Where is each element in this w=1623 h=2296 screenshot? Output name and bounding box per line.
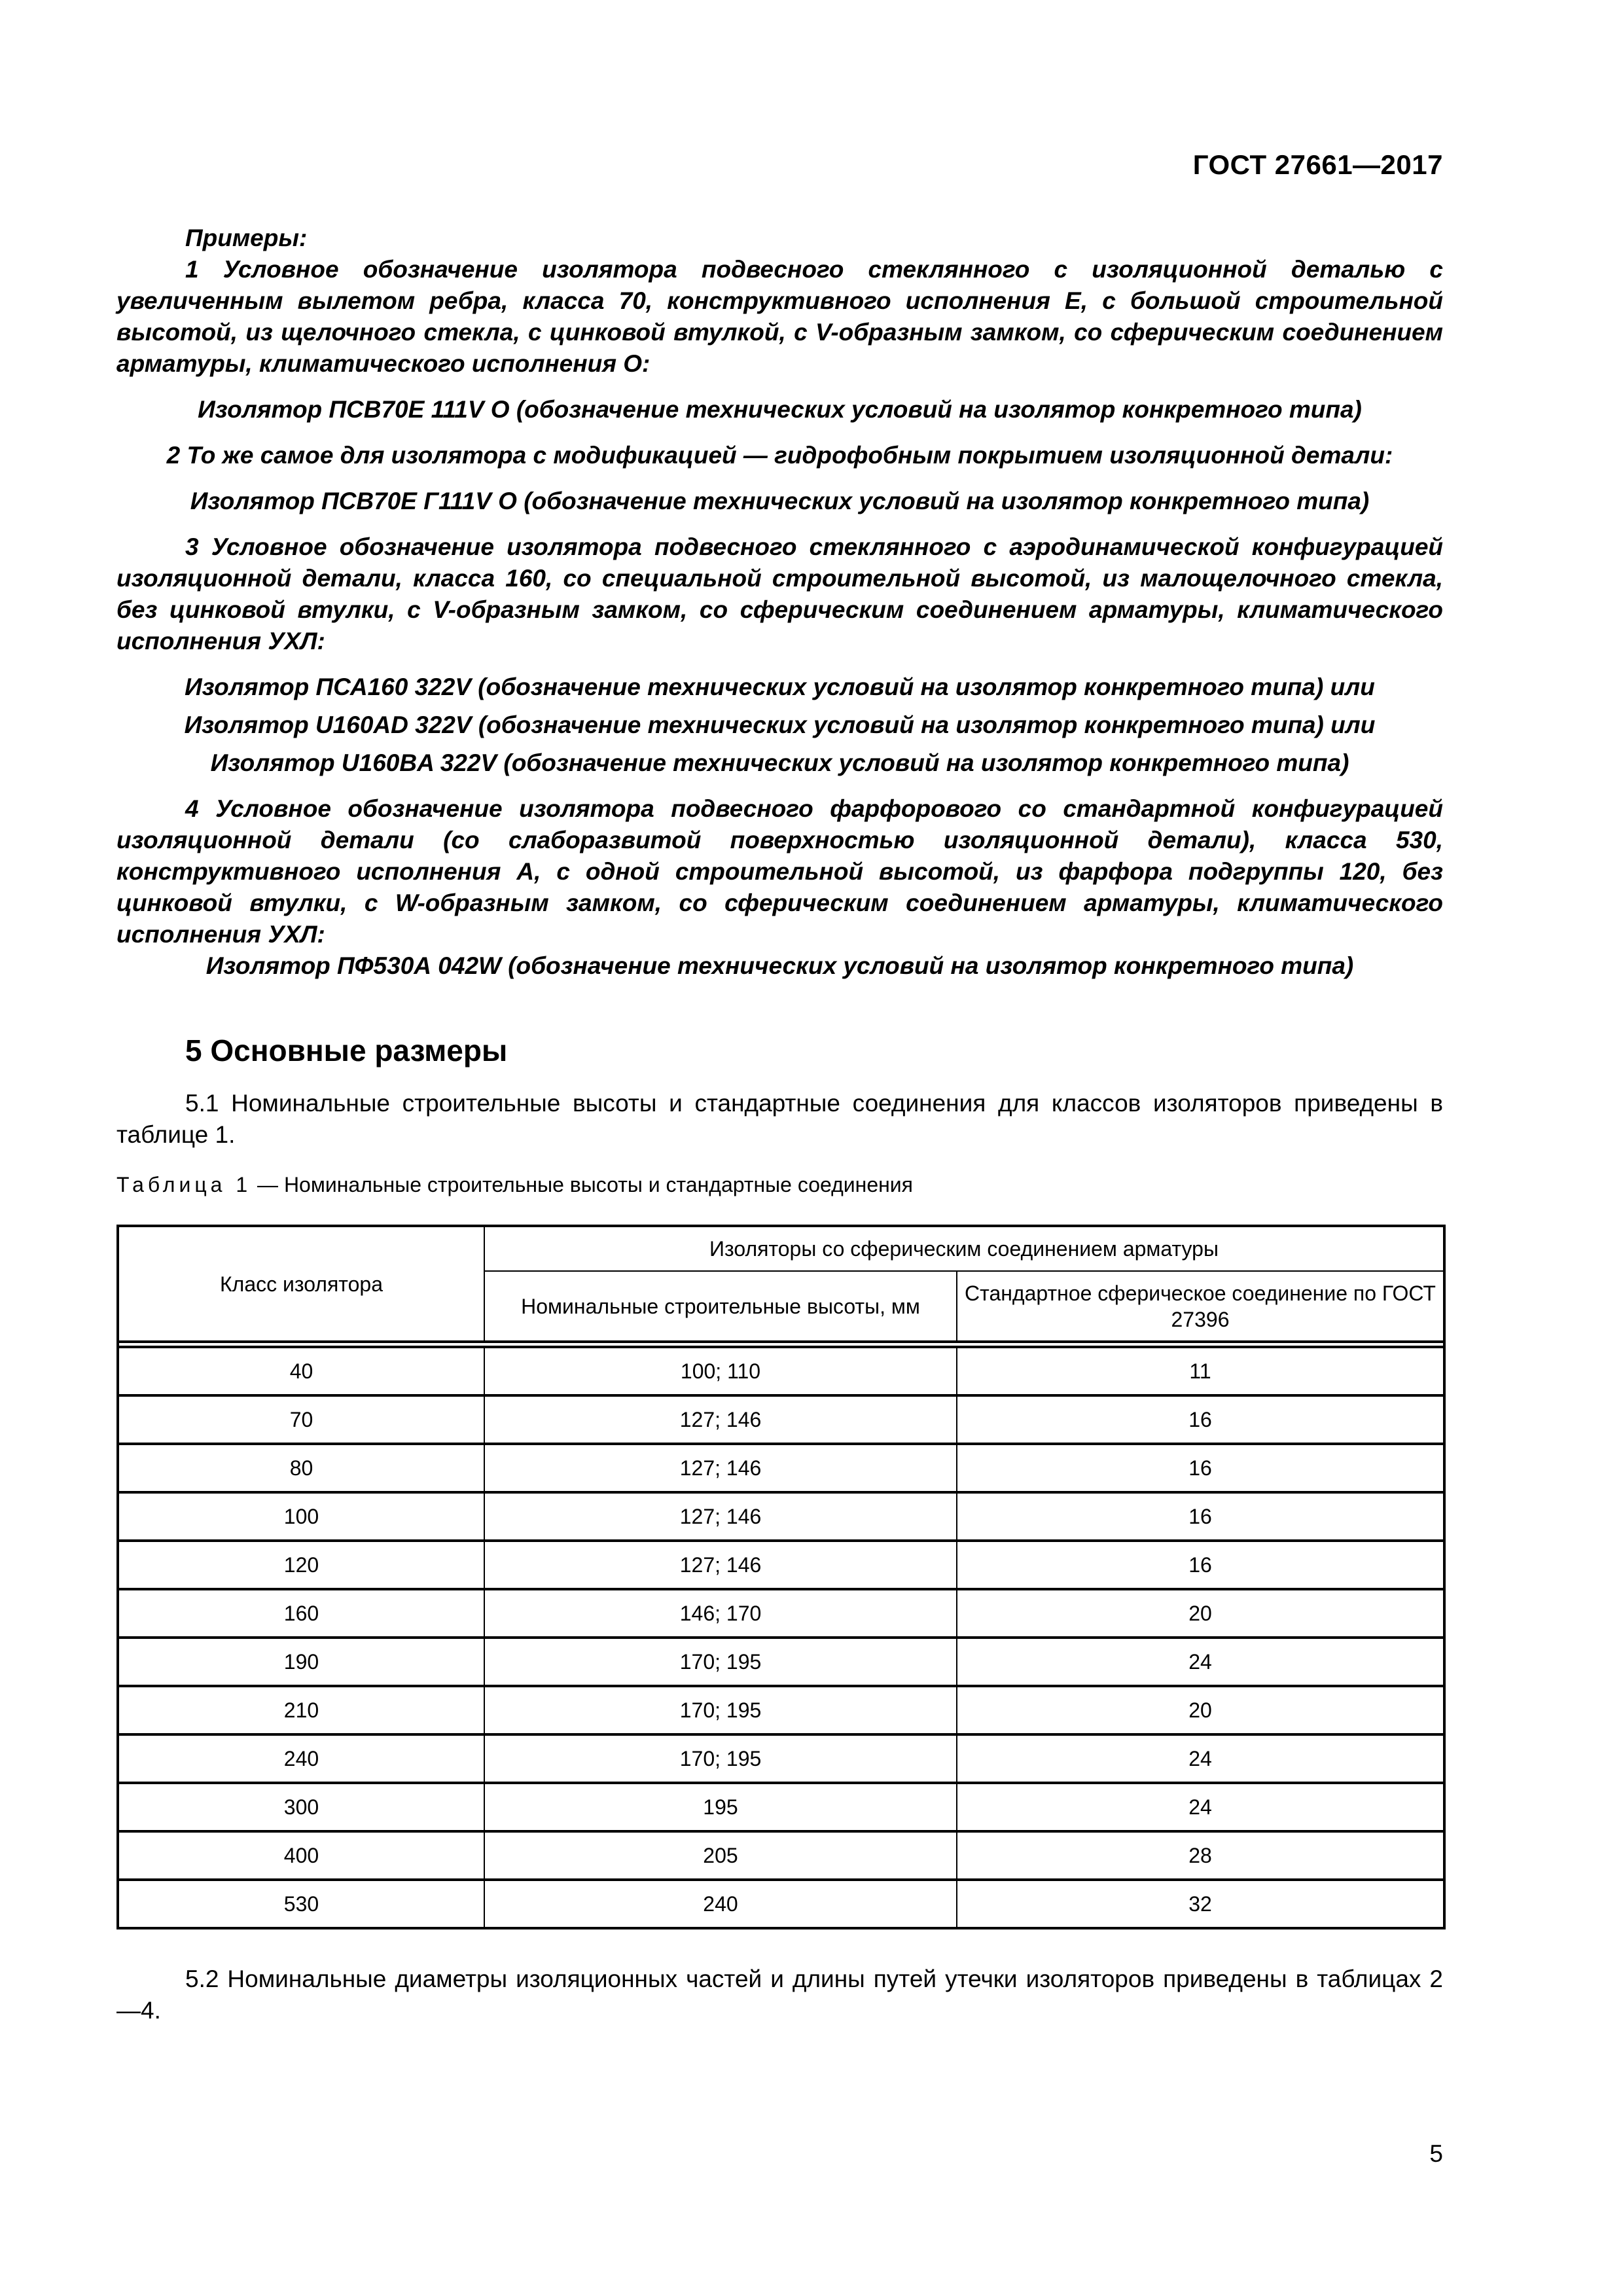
cell-heights: 170; 195 xyxy=(484,1686,957,1734)
cell-connection: 16 xyxy=(957,1395,1444,1444)
table-row xyxy=(118,1686,1444,1734)
example-2-text: 2 То же самое для изолятора с модификацией — гидрофобным покрытием изоляционной детали: xyxy=(166,442,1393,469)
table-caption-text: — Номинальные строительные высоты и стандартные соединения xyxy=(251,1173,913,1196)
header-connection: Стандартное сферическое соединение по ГОСТ 27396 xyxy=(957,1271,1444,1342)
cell-heights: 127; 146 xyxy=(484,1444,957,1492)
examples-label: Примеры: xyxy=(185,224,308,251)
cell-heights: 195 xyxy=(484,1783,957,1831)
table-row xyxy=(118,1589,1444,1638)
cell-connection: 24 xyxy=(957,1638,1444,1686)
cell-class: 80 xyxy=(118,1444,484,1492)
table-row xyxy=(118,1831,1444,1880)
table-row xyxy=(118,1492,1444,1541)
table-caption xyxy=(116,1173,1443,1197)
example-3-text: 3 Условное обозначение изолятора подвесного стеклянного с аэродинамической конфигурацией изоляционной детали, класса 160, со специальной строительной высотой, из малощелочного стекла, без цинковой втулки, с V-образным замком, со сферическим соединением арматуры, климатического исполнения УХЛ: xyxy=(116,533,1443,655)
cell-heights: 170; 195 xyxy=(484,1638,957,1686)
cell-connection: 20 xyxy=(957,1589,1444,1638)
cell-heights: 170; 195 xyxy=(484,1734,957,1783)
cell-connection: 32 xyxy=(957,1880,1444,1928)
examples-block xyxy=(116,223,1443,982)
header-group: Изоляторы со сферическим соединением арматуры xyxy=(484,1226,1444,1271)
cell-class: 530 xyxy=(118,1880,484,1928)
cell-connection: 28 xyxy=(957,1831,1444,1880)
table-row xyxy=(118,1734,1444,1783)
cell-class: 240 xyxy=(118,1734,484,1783)
table-row xyxy=(118,1880,1444,1928)
example-3-designation-2: Изолятор U160AD 322V (обозначение технических условий на изолятор конкретного типа) или xyxy=(184,711,1376,738)
cell-connection: 11 xyxy=(957,1347,1444,1395)
standard-code-header: ГОСТ 27661—2017 xyxy=(1192,149,1443,180)
example-2-designation: Изолятор ПСВ70Е Г111V О (обозначение технических условий на изолятор конкретного типа) xyxy=(190,488,1370,514)
page-content xyxy=(116,223,1443,2051)
cell-class: 40 xyxy=(118,1347,484,1395)
example-1-designation: Изолятор ПСВ70Е 111V О (обозначение технических условий на изолятор конкретного типа) xyxy=(198,396,1362,423)
cell-heights: 127; 146 xyxy=(484,1541,957,1589)
cell-heights: 127; 146 xyxy=(484,1492,957,1541)
example-1-text: 1 Условное обозначение изолятора подвесного стеклянного с изоляционной деталью с увеличенным вылетом ребра, класса 70, конструктивного исполнения Е, с большой строительной высотой, из щелочного стекла, с цинковой втулкой, с V-образным замком, со сферическим соединением арматуры, климатического исполнения О: xyxy=(116,256,1443,377)
example-3-designation-1: Изолятор ПСА160 322V (обозначение технических условий на изолятор конкретного типа) или xyxy=(185,673,1375,700)
cell-connection: 20 xyxy=(957,1686,1444,1734)
cell-connection: 24 xyxy=(957,1734,1444,1783)
example-4-text: 4 Условное обозначение изолятора подвесного фарфорового со стандартной конфигурацией изоляционной детали (со слаборазвитой поверхностью изоляционной детали), класса 530, конструктивного исполнения А, с одной строительной высотой, из фарфора подгруппы 120, без цинковой втулки, с W-образным замком, со сферическим соединением арматуры, климатического исполнения УХЛ: xyxy=(116,795,1443,948)
cell-class: 160 xyxy=(118,1589,484,1638)
table-1 xyxy=(116,1225,1446,1929)
cell-class: 120 xyxy=(118,1541,484,1589)
example-4-designation: Изолятор ПФ530А 042W (обозначение технических условий на изолятор конкретного типа) xyxy=(205,952,1354,979)
header-class: Класс изолятора xyxy=(118,1226,484,1342)
paragraph-5-2: 5.2 Номинальные диаметры изоляционных частей и длины путей утечки изоляторов приведены в таблицах 2—4. xyxy=(116,1965,1443,2024)
cell-heights: 100; 110 xyxy=(484,1347,957,1395)
table-row xyxy=(118,1638,1444,1686)
page-number: 5 xyxy=(1429,2140,1443,2167)
cell-class: 100 xyxy=(118,1492,484,1541)
cell-heights: 240 xyxy=(484,1880,957,1928)
cell-class: 300 xyxy=(118,1783,484,1831)
header-separator xyxy=(118,1342,1444,1347)
cell-heights: 127; 146 xyxy=(484,1395,957,1444)
cell-connection: 16 xyxy=(957,1541,1444,1589)
table-row xyxy=(118,1444,1444,1492)
table-caption-label: Таблица 1 xyxy=(116,1173,252,1196)
table-row xyxy=(118,1783,1444,1831)
cell-connection: 24 xyxy=(957,1783,1444,1831)
table-row xyxy=(118,1541,1444,1589)
cell-class: 190 xyxy=(118,1638,484,1686)
cell-class: 400 xyxy=(118,1831,484,1880)
cell-connection: 16 xyxy=(957,1492,1444,1541)
cell-heights: 146; 170 xyxy=(484,1589,957,1638)
example-3-designation-3: Изолятор U160BA 322V (обозначение технических условий на изолятор конкретного типа) xyxy=(210,749,1349,776)
cell-class: 70 xyxy=(118,1395,484,1444)
cell-connection: 16 xyxy=(957,1444,1444,1492)
table-row xyxy=(118,1395,1444,1444)
table-row xyxy=(118,1347,1444,1395)
cell-heights: 205 xyxy=(484,1831,957,1880)
header-heights: Номинальные строительные высоты, мм xyxy=(484,1271,957,1342)
paragraph-5-1: 5.1 Номинальные строительные высоты и стандартные соединения для классов изоляторов приведены в таблице 1. xyxy=(116,1090,1443,1148)
section-title: 5 Основные размеры xyxy=(185,1033,508,1067)
cell-class: 210 xyxy=(118,1686,484,1734)
